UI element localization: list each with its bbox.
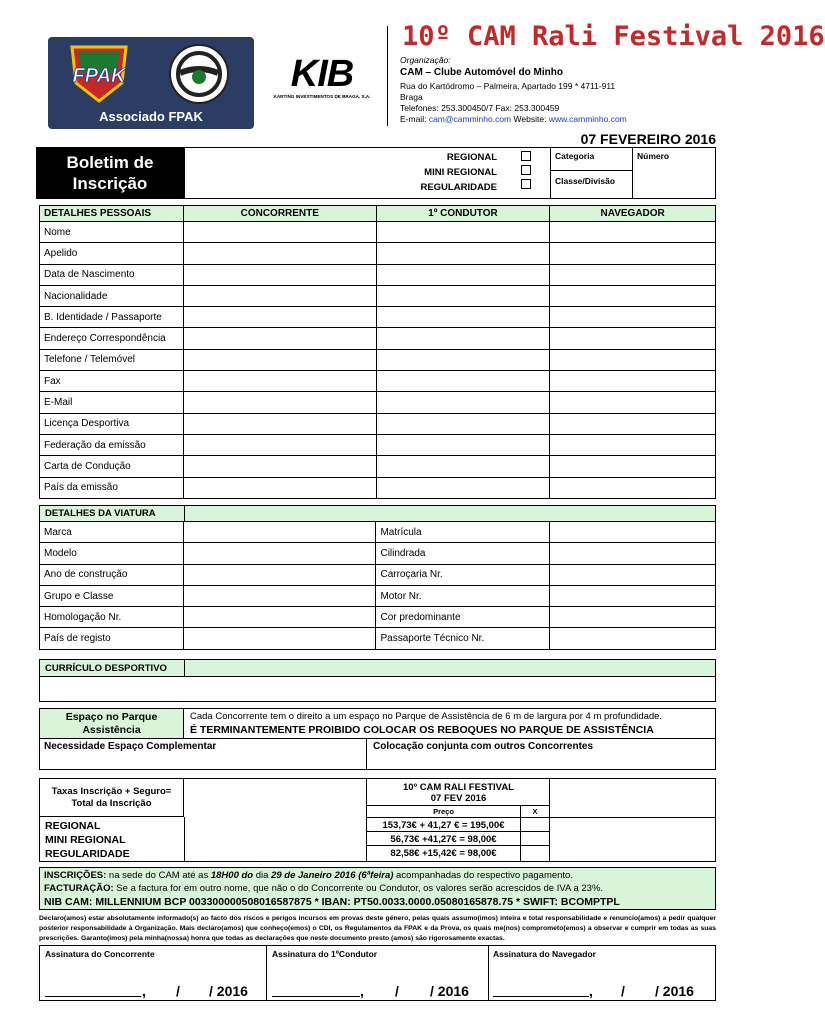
info-box — [39, 867, 716, 910]
row-label: E-Mail — [40, 392, 184, 413]
form-title-box — [36, 147, 184, 199]
website-label: Website: — [513, 114, 547, 124]
input-cell[interactable] — [550, 243, 716, 264]
input-cell[interactable] — [376, 264, 550, 285]
steering-wheel-icon — [166, 43, 232, 105]
park-text: Cada Concorrente tem o direito a um espaço no Parque de Assistência de 6 m de largura por 4 m profundidade. — [190, 711, 663, 722]
park-label-line2: Assistência — [82, 724, 141, 736]
fpak-logo — [48, 37, 254, 129]
row-label: B. Identidade / Passaporte — [40, 307, 184, 328]
inscricoes-text3: acompanhadas do respectivo pagamento. — [393, 870, 573, 881]
row-label: Nome — [40, 222, 184, 243]
org-label: Organização: — [400, 55, 451, 65]
fees-col-divider1 — [184, 817, 185, 862]
inscricoes-time: 18H00 do — [210, 870, 254, 881]
row-label: Carta de Condução — [40, 456, 184, 477]
inscricoes-date: 29 de Janeiro 2016 (6ªfeira) — [271, 870, 394, 881]
sig-slash: / — [621, 983, 625, 999]
park-extra-space[interactable]: Necessidade Espaço Complementar — [44, 741, 217, 752]
input-cell[interactable] — [376, 477, 550, 498]
event-title: 10º CAM Rali Festival 2016 — [402, 21, 825, 52]
table-row — [40, 349, 716, 370]
row-label: Fax — [40, 371, 184, 392]
sig-divider1 — [266, 945, 267, 1001]
row-label: Apelido — [40, 243, 184, 264]
sig-line-condutor[interactable] — [272, 985, 360, 997]
fees-price-header-line — [366, 805, 549, 806]
type-mini-regional-label: MINI REGIONAL — [424, 167, 497, 178]
input-cell[interactable] — [376, 243, 550, 264]
row-label: Homologação Nr. — [40, 607, 184, 628]
row-label: Passaporte Técnico Nr. — [376, 628, 550, 649]
input-cell[interactable] — [376, 413, 550, 434]
input-cell[interactable] — [550, 285, 716, 306]
input-cell[interactable] — [550, 477, 716, 498]
sig-line-navegador[interactable] — [493, 985, 589, 997]
table-row — [40, 307, 716, 328]
input-cell[interactable] — [376, 328, 550, 349]
inscricoes-line — [44, 870, 711, 882]
curriculum-field[interactable] — [39, 676, 716, 702]
row-label: Grupo e Classe — [40, 585, 184, 606]
curriculum-header-label: CURRÍCULO DESPORTIVO — [45, 663, 167, 674]
fee-x-regional[interactable] — [521, 818, 549, 831]
sig-comma: , — [142, 983, 146, 999]
row-label: Telefone / Telemóvel — [40, 349, 184, 370]
row-label: Modelo — [40, 543, 184, 564]
row-label: País da emissão — [40, 477, 184, 498]
org-contact — [400, 113, 627, 125]
form-title-line2: Inscrição — [72, 174, 148, 193]
input-cell[interactable] — [183, 456, 376, 477]
park-divider — [39, 738, 716, 739]
sig-comma: , — [589, 983, 593, 999]
input-cell[interactable] — [376, 392, 550, 413]
fee-price-regularidade: 82,58€ +15,42€ = 98,00€ — [390, 848, 497, 859]
type-regional-checkbox[interactable] — [521, 151, 531, 161]
table-row — [40, 628, 716, 649]
type-regional-label: REGIONAL — [446, 152, 497, 163]
table-row — [40, 243, 716, 264]
sig-slash: / — [176, 983, 180, 999]
fee-x-regularidade[interactable] — [521, 846, 549, 861]
classe-label: Classe/Divisão — [555, 176, 616, 186]
row-label: Matrícula — [376, 522, 550, 543]
park-joint[interactable]: Colocação conjunta com outros Concorrentes — [373, 741, 594, 752]
fee-name-regional: REGIONAL — [45, 820, 101, 832]
table-row — [40, 522, 716, 543]
fees-label-cell — [40, 779, 184, 817]
sig-year: / 2016 — [655, 983, 694, 999]
row-label: Licença Desportiva — [40, 413, 184, 434]
input-cell[interactable] — [550, 434, 716, 455]
fee-price-mini-regional: 56,73€ +41,27€ = 98,00€ — [390, 834, 497, 845]
input-cell[interactable] — [183, 543, 376, 564]
sig-label-navegador: Assinatura do Navegador — [493, 949, 596, 959]
table-row — [40, 564, 716, 585]
type-regularidade-label: REGULARIDADE — [420, 182, 497, 193]
input-cell[interactable] — [183, 477, 376, 498]
type-regularidade-checkbox[interactable] — [521, 179, 531, 189]
row-label: Federação da emissão — [40, 434, 184, 455]
fpak-badge: FPAK — [72, 65, 126, 87]
input-cell[interactable] — [183, 349, 376, 370]
personal-header: DETALHES PESSOAIS — [40, 206, 184, 222]
input-cell[interactable] — [550, 585, 716, 606]
fees-event-line2: 07 FEV 2016 — [430, 793, 487, 804]
input-cell[interactable] — [550, 328, 716, 349]
inscricoes-text1: na sede do CAM até as — [106, 870, 211, 881]
fees-price-label: Preço — [433, 807, 454, 816]
input-cell[interactable] — [376, 285, 550, 306]
sig-line-concorrente[interactable] — [45, 985, 141, 997]
fpak-shield-icon — [64, 43, 134, 105]
col-condutor: 1º CONDUTOR — [376, 206, 550, 222]
fees-event-line1: 10º CAM RALI FESTIVAL — [403, 782, 514, 793]
input-cell[interactable] — [183, 285, 376, 306]
event-date: 07 FEVEREIRO 2016 — [580, 131, 716, 147]
input-cell[interactable] — [550, 307, 716, 328]
input-cell[interactable] — [550, 564, 716, 585]
curriculum-header-divider — [184, 660, 185, 677]
row-label: Nacionalidade — [40, 285, 184, 306]
input-cell[interactable] — [376, 371, 550, 392]
kib-logo — [262, 53, 382, 102]
table-row — [40, 222, 716, 243]
fees-x-label: X — [532, 807, 538, 816]
input-cell[interactable] — [183, 222, 376, 243]
sig-year: / 2016 — [209, 983, 248, 999]
kib-subtitle: KARTING INVESTIMENTOS DE BRAGA, S.A. — [273, 94, 371, 99]
fees-label-line2: Total da Inscrição — [71, 798, 152, 809]
vehicle-header-divider — [184, 506, 185, 522]
table-row — [40, 328, 716, 349]
fee-price-regional: 153,73€ + 41,27 € = 195,00€ — [382, 820, 505, 831]
input-cell[interactable] — [183, 564, 376, 585]
input-cell[interactable] — [550, 522, 716, 543]
fee-name-mini-regional: MINI REGIONAL — [45, 834, 126, 846]
row-label: Marca — [40, 522, 184, 543]
website-link[interactable]: www.camminho.com — [548, 114, 627, 124]
sig-year: / 2016 — [430, 983, 469, 999]
input-cell[interactable] — [550, 413, 716, 434]
row-label: Motor Nr. — [376, 585, 550, 606]
table-row — [40, 285, 716, 306]
row-label: Endereço Correspondência — [40, 328, 184, 349]
sig-label-concorrente: Assinatura do Concorrente — [45, 949, 155, 959]
input-cell[interactable] — [376, 456, 550, 477]
input-cell[interactable] — [183, 628, 376, 649]
input-cell[interactable] — [183, 585, 376, 606]
org-address1: Rua do Kartódromo – Palmeira, Apartado 199 * 4711-911 — [400, 81, 616, 91]
park-warning: É TERMINANTEMENTE PROIBIDO COLOCAR OS REBOQUES NO PARQUE DE ASSISTÊNCIA — [190, 724, 654, 736]
table-row — [40, 392, 716, 413]
input-cell[interactable] — [183, 607, 376, 628]
nib-line: NIB CAM: MILLENNIUM BCP 003300000508016587875 * IBAN: PT50.0033.0000.05080165878.75 * SWIFT: BCOMPTPL — [44, 896, 620, 908]
input-cell[interactable] — [376, 307, 550, 328]
email-link[interactable]: cam@camminho.com — [428, 114, 512, 124]
table-row — [40, 477, 716, 498]
declaration-text: Declaro(amos) estar absolutamente informado(s) ao facto dos riscos e perigos incursos em provas deste género, pelas quais assumo(imos) inteira e total responsabilidade e renuncio(amos) a pedir qualquer posterior responsabilidade à Organização. Mais declaro(amos) que conheço(emos) o CDI, os Regulamentos da FPAK e da Prova, os quais me(nos) comprometo(emos) a observar e cumprir em todas as suas prescrições. Garanto(imos) pela minha(nossa) honra que todas as declarações que neste documento presto (amos) são rigorosamente exactas. — [39, 915, 716, 942]
park-label-cell — [40, 709, 184, 738]
form-title-line1: Boletim de — [66, 153, 154, 172]
table-row — [40, 543, 716, 564]
input-cell[interactable] — [376, 349, 550, 370]
categoria-label: Categoria — [555, 151, 595, 161]
input-cell[interactable] — [183, 243, 376, 264]
input-cell[interactable] — [550, 456, 716, 477]
input-cell[interactable] — [376, 434, 550, 455]
table-row — [40, 456, 716, 477]
input-cell[interactable] — [550, 543, 716, 564]
input-cell[interactable] — [183, 413, 376, 434]
sig-label-condutor: Assinatura do 1ºCondutor — [272, 949, 378, 959]
kib-logo-text: KIB — [290, 53, 354, 95]
fpak-associado-label: Associado FPAK — [99, 109, 203, 124]
row-label: Data de Nascimento — [40, 264, 184, 285]
park-vdivider — [366, 738, 367, 770]
table-row — [40, 264, 716, 285]
curriculum-header — [39, 659, 716, 677]
header-divider — [387, 26, 388, 126]
input-cell[interactable] — [183, 264, 376, 285]
org-name: CAM – Clube Automóvel do Minho — [400, 67, 563, 78]
vehicle-header-label: DETALHES DA VIATURA — [45, 508, 156, 519]
input-cell[interactable] — [550, 349, 716, 370]
row-label: Ano de construção — [40, 564, 184, 585]
table-row — [40, 585, 716, 606]
row-label: Cor predominante — [376, 607, 550, 628]
personal-details-table — [39, 205, 716, 499]
table-row — [40, 413, 716, 434]
input-cell[interactable] — [183, 434, 376, 455]
type-mini-regional-checkbox[interactable] — [521, 165, 531, 175]
sig-divider2 — [488, 945, 489, 1001]
facturacao-line — [44, 883, 711, 895]
input-cell[interactable] — [550, 222, 716, 243]
vehicle-table — [39, 521, 716, 650]
input-cell[interactable] — [550, 628, 716, 649]
fee-x-mini-regional[interactable] — [521, 832, 549, 845]
input-cell[interactable] — [183, 371, 376, 392]
input-cell[interactable] — [183, 522, 376, 543]
input-cell[interactable] — [183, 307, 376, 328]
input-cell[interactable] — [550, 264, 716, 285]
facturacao-text: Se a factura for em outro nome, que não o do Concorrente ou Condutor, os valores serão acrescidos de IVA a 23%. — [113, 883, 604, 894]
table-row — [40, 607, 716, 628]
input-cell[interactable] — [183, 328, 376, 349]
col-concorrente: CONCORRENTE — [183, 206, 376, 222]
inscricoes-text2: dia — [253, 870, 272, 881]
input-cell[interactable] — [550, 392, 716, 413]
input-cell[interactable] — [183, 392, 376, 413]
row-label: Cilindrada — [376, 543, 550, 564]
vehicle-header — [39, 505, 716, 522]
sig-comma: , — [360, 983, 364, 999]
inscricoes-label: INSCRIÇÕES: — [44, 870, 107, 881]
col-navegador: NAVEGADOR — [550, 206, 716, 222]
input-cell[interactable] — [376, 222, 550, 243]
org-phones: Telefones: 253.300450/7 Fax: 253.300459 — [400, 103, 560, 113]
fees-label-line1: Taxas Inscrição + Seguro= — [51, 786, 172, 797]
fee-name-regularidade: REGULARIDADE — [45, 848, 130, 860]
row-label: País de registo — [40, 628, 184, 649]
numero-label: Número — [637, 151, 670, 161]
input-cell[interactable] — [550, 371, 716, 392]
table-row — [40, 434, 716, 455]
email-label: E-mail: — [400, 114, 427, 124]
table-row — [40, 371, 716, 392]
org-address2: Braga — [400, 92, 423, 102]
sig-slash: / — [395, 983, 399, 999]
row-label: Carroçaria Nr. — [376, 564, 550, 585]
park-label-line1: Espaço no Parque — [65, 711, 158, 723]
facturacao-label: FACTURAÇÃO: — [44, 883, 114, 894]
input-cell[interactable] — [550, 607, 716, 628]
